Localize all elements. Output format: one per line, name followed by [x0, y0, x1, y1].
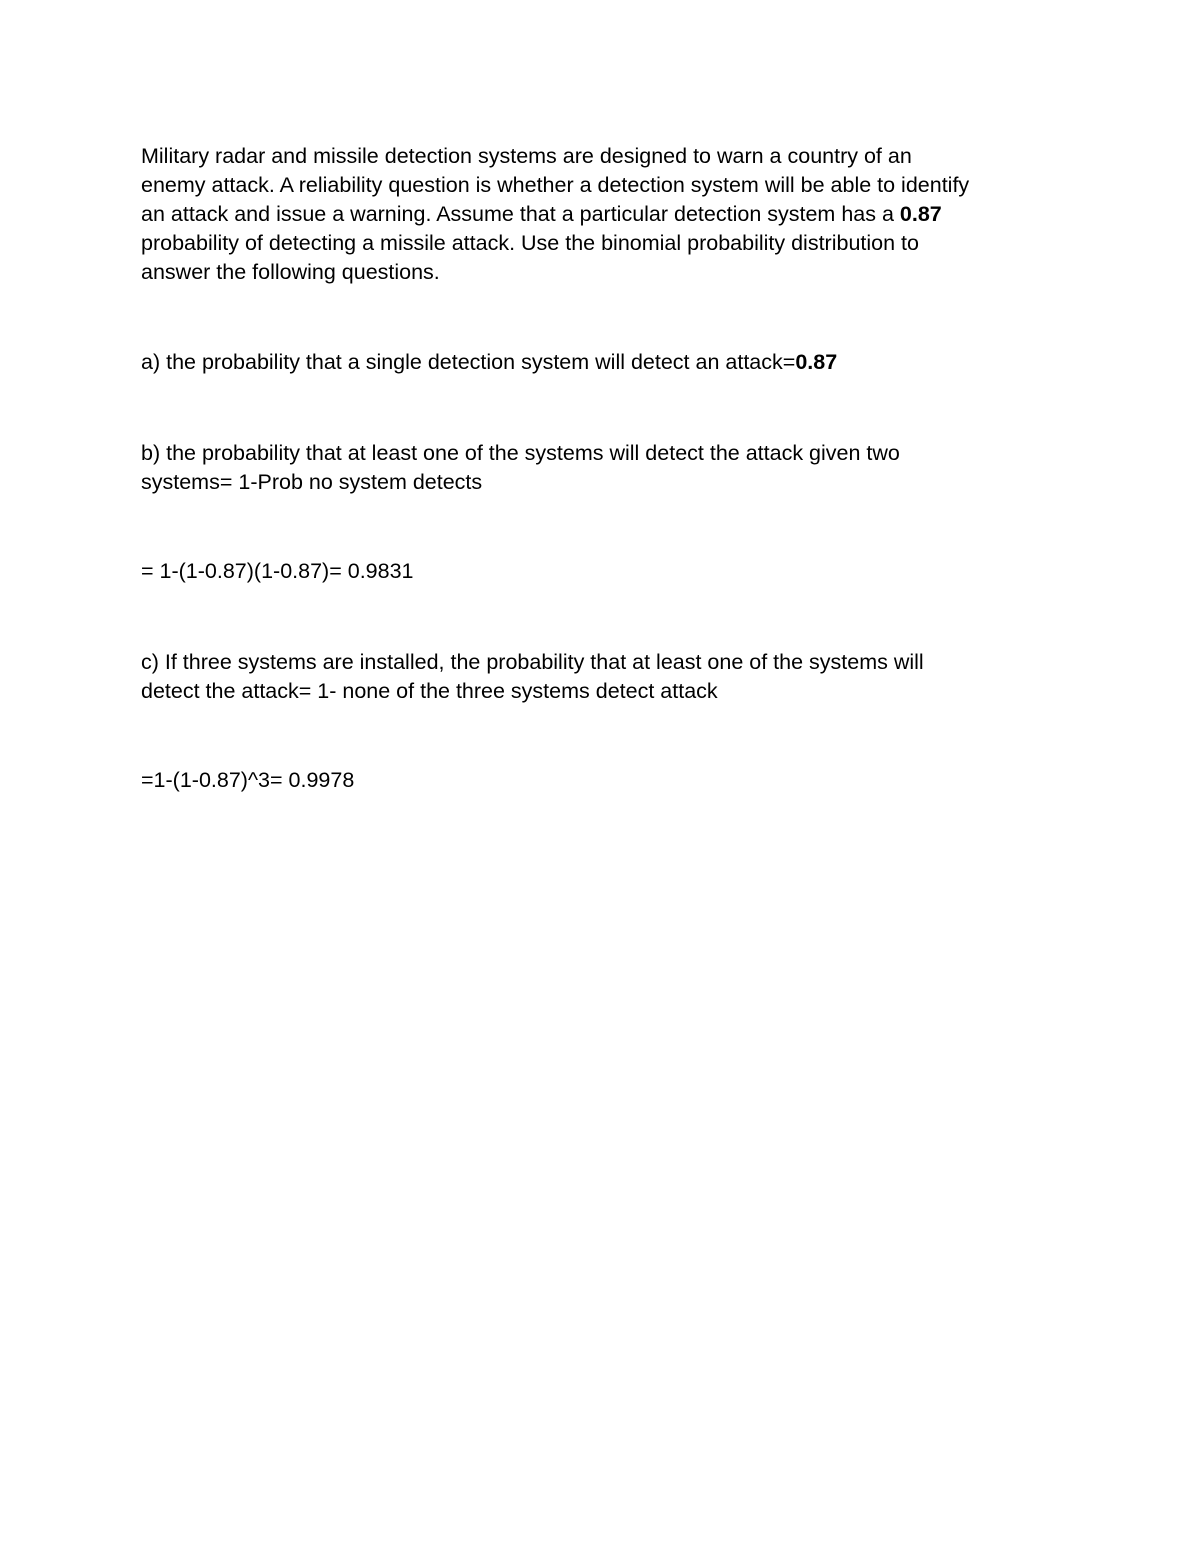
intro-line-1: Military radar and missile detection systems are designed to warn a country of an — [141, 144, 912, 168]
part-c-line-2: detect the attack= 1- none of the three systems detect attack — [141, 679, 718, 703]
part-b-equation-text: = 1-(1-0.87)(1-0.87)= 0.9831 — [141, 559, 414, 583]
part-c-line-1: c) If three systems are installed, the probability that at least one of the systems will — [141, 650, 924, 674]
part-b-equation — [141, 557, 1071, 586]
intro-line-4: probability of detecting a missile attack. Use the binomial probability distribution to — [141, 231, 919, 255]
problem-statement — [141, 142, 1071, 287]
intro-line-2: enemy attack. A reliability question is whether a detection system will be able to identify — [141, 173, 970, 197]
part-c — [141, 648, 1071, 706]
probability-value: 0.87 — [899, 202, 942, 226]
part-b-line-2: systems= 1-Prob no system detects — [141, 470, 483, 494]
part-a — [141, 348, 1071, 377]
part-c-equation-text: =1-(1-0.87)^3= 0.9978 — [141, 768, 355, 792]
intro-line-5: answer the following questions. — [141, 260, 440, 284]
part-c-equation — [141, 766, 1071, 795]
part-a-answer: 0.87 — [795, 350, 838, 374]
part-b-line-1: b) the probability that at least one of the systems will detect the attack given two — [141, 441, 900, 465]
intro-line-3: an attack and issue a warning. Assume that a particular detection system has a — [141, 202, 900, 226]
part-a-text: a) the probability that a single detection system will detect an attack= — [141, 350, 796, 374]
part-b — [141, 439, 1071, 497]
